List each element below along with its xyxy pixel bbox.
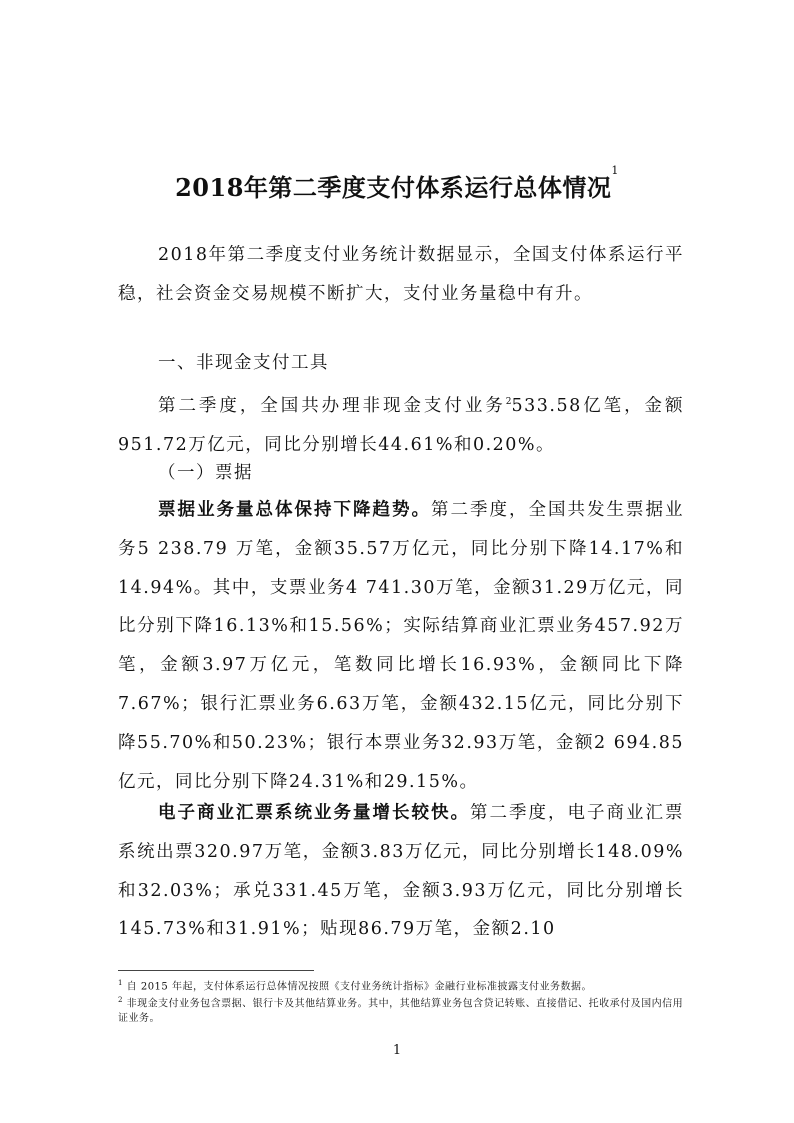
ecds-paragraph	[118, 794, 684, 949]
ecds-lead-sentence: 电子商业汇票系统业务量增长较快。	[158, 803, 470, 823]
noncash-paragraph	[118, 383, 684, 464]
ecds-body-text: 第二季度，电子商业汇票系统出票320.97万笔，金额3.83万亿元，同比分别增长148.09%和32.03%；承兑331.45万笔，金额3.93万亿元，同比分别增长145.73%和31.91%；贴现86.79万笔，金额2.10	[118, 803, 684, 940]
footnote-2-mark: 2	[118, 996, 123, 1004]
footnote-2	[118, 993, 684, 1026]
subsection-heading-bills: （一）票据	[158, 463, 253, 483]
noncash-footnote-mark: 2	[505, 397, 512, 407]
intro-paragraph: 2018年第二季度支付业务统计数据显示，全国支付体系运行平稳，社会资金交易规模不断扩大，支付业务量稳中有升。	[118, 245, 684, 304]
footnote-divider	[118, 970, 314, 971]
title-footnote-mark: 1	[611, 164, 619, 177]
footnote-1	[118, 976, 684, 994]
page-title	[0, 164, 794, 203]
section-heading-noncash: 一、非现金支付工具	[158, 353, 329, 373]
footnote-1-text: 自 2015 年起，支付体系运行总体情况按照《支付业务统计指标》金融行业标准披露支付业务数据。	[126, 981, 592, 993]
page-title-text: 2018年第二季度支付体系运行总体情况	[175, 173, 612, 202]
noncash-text-b: 533.58亿笔，金额951.72万亿元，同比分别增长44.61%和0.20%。	[118, 395, 685, 455]
footnote-1-mark: 1	[118, 979, 123, 987]
noncash-text-a: 第二季度，全国共办理非现金支付业务	[158, 395, 506, 416]
footnote-2-text: 非现金支付业务包含票据、银行卡及其他结算业务。其中，其他结算业务包含贷记转账、直接借记、托收承付及国内信用证业务。	[118, 998, 684, 1025]
page-number: 1	[392, 1043, 402, 1058]
bills-body-text: 第二季度，全国共发生票据业务5 238.79 万笔，金额35.57万亿元，同比分别下降14.17%和14.94%。其中，支票业务4 741.30万笔，金额31.29万亿元，同比分别下降16.13%和15.56%；实际结算商业汇票业务457.92万笔，金额3.97万亿元，笔数同比增长16.93%，金额同比下降7.67%；银行汇票业务6.63万笔，金额432.15亿元，同比分别下降55.70%和50.23%；银行本票业务32.93万笔，金额2 694.85亿元，同比分别下降24.31%和29.15%。	[118, 500, 684, 792]
bills-paragraph	[118, 491, 684, 801]
bills-lead-sentence: 票据业务量总体保持下降趋势。	[158, 500, 431, 520]
